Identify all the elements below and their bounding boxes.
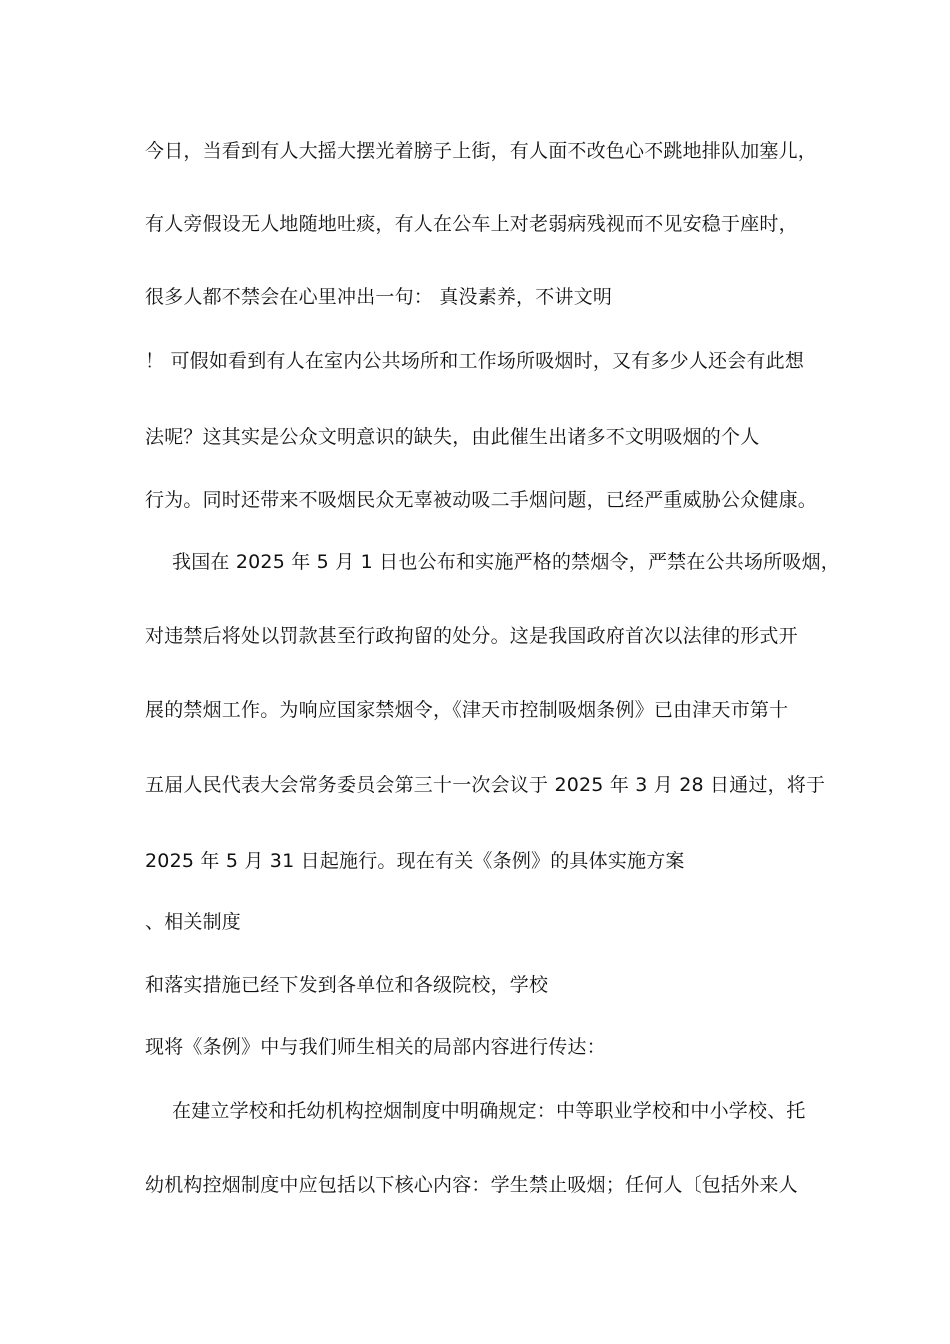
- paragraph-line-5: 法呢？这其实是公众文明意识的缺失，由此催生出诸多不文明吸烟的个人: [145, 426, 760, 448]
- paragraph-line-11: 2025 年 5 月 31 日起施行。现在有关《条例》的具体实施方案: [145, 850, 685, 872]
- paragraph-line-6: 行为。同时还带来不吸烟民众无辜被动吸二手烟问题，已经严重威胁公众健康。: [145, 489, 818, 511]
- paragraph-line-13: 和落实措施已经下发到各单位和各级院校，学校: [145, 974, 549, 996]
- paragraph-line-4: ！ 可假如看到有人在室内公共场所和工作场所吸烟时，又有多少人还会有此想: [145, 350, 805, 372]
- paragraph-line-8: 对违禁后将处以罚款甚至行政拘留的处分。这是我国政府首次以法律的形式开: [145, 625, 798, 647]
- paragraph-line-15: 在建立学校和托幼机构控烟制度中明确规定：中等职业学校和中小学校、托: [172, 1100, 806, 1122]
- paragraph-line-14: 现将《条例》中与我们师生相关的局部内容进行传达：: [145, 1036, 606, 1058]
- paragraph-line-2: 有人旁假设无人地随地吐痰，有人在公车上对老弱病残视而不见安稳于座时，: [145, 213, 798, 235]
- paragraph-line-1: 今日，当看到有人大摇大摆光着膀子上街，有人面不改色心不跳地排队加塞儿，: [145, 140, 818, 162]
- paragraph-line-3: 很多人都不禁会在心里冲出一句： 真没素养，不讲文明: [145, 286, 613, 308]
- paragraph-line-10: 五届人民代表大会常务委员会第三十一次会议于 2025 年 3 月 28 日通过，将于: [145, 774, 826, 796]
- paragraph-line-12: 、相关制度: [145, 911, 242, 933]
- paragraph-line-16: 幼机构控烟制度中应包括以下核心内容：学生禁止吸烟；任何人〔包括外来人: [145, 1174, 798, 1196]
- paragraph-line-7: 我国在 2025 年 5 月 1 日也公布和实施严格的禁烟令，严禁在公共场所吸烟，: [172, 551, 840, 573]
- paragraph-line-9: 展的禁烟工作。为响应国家禁烟令，《津天市控制吸烟条例》已由津天市第十: [145, 699, 789, 721]
